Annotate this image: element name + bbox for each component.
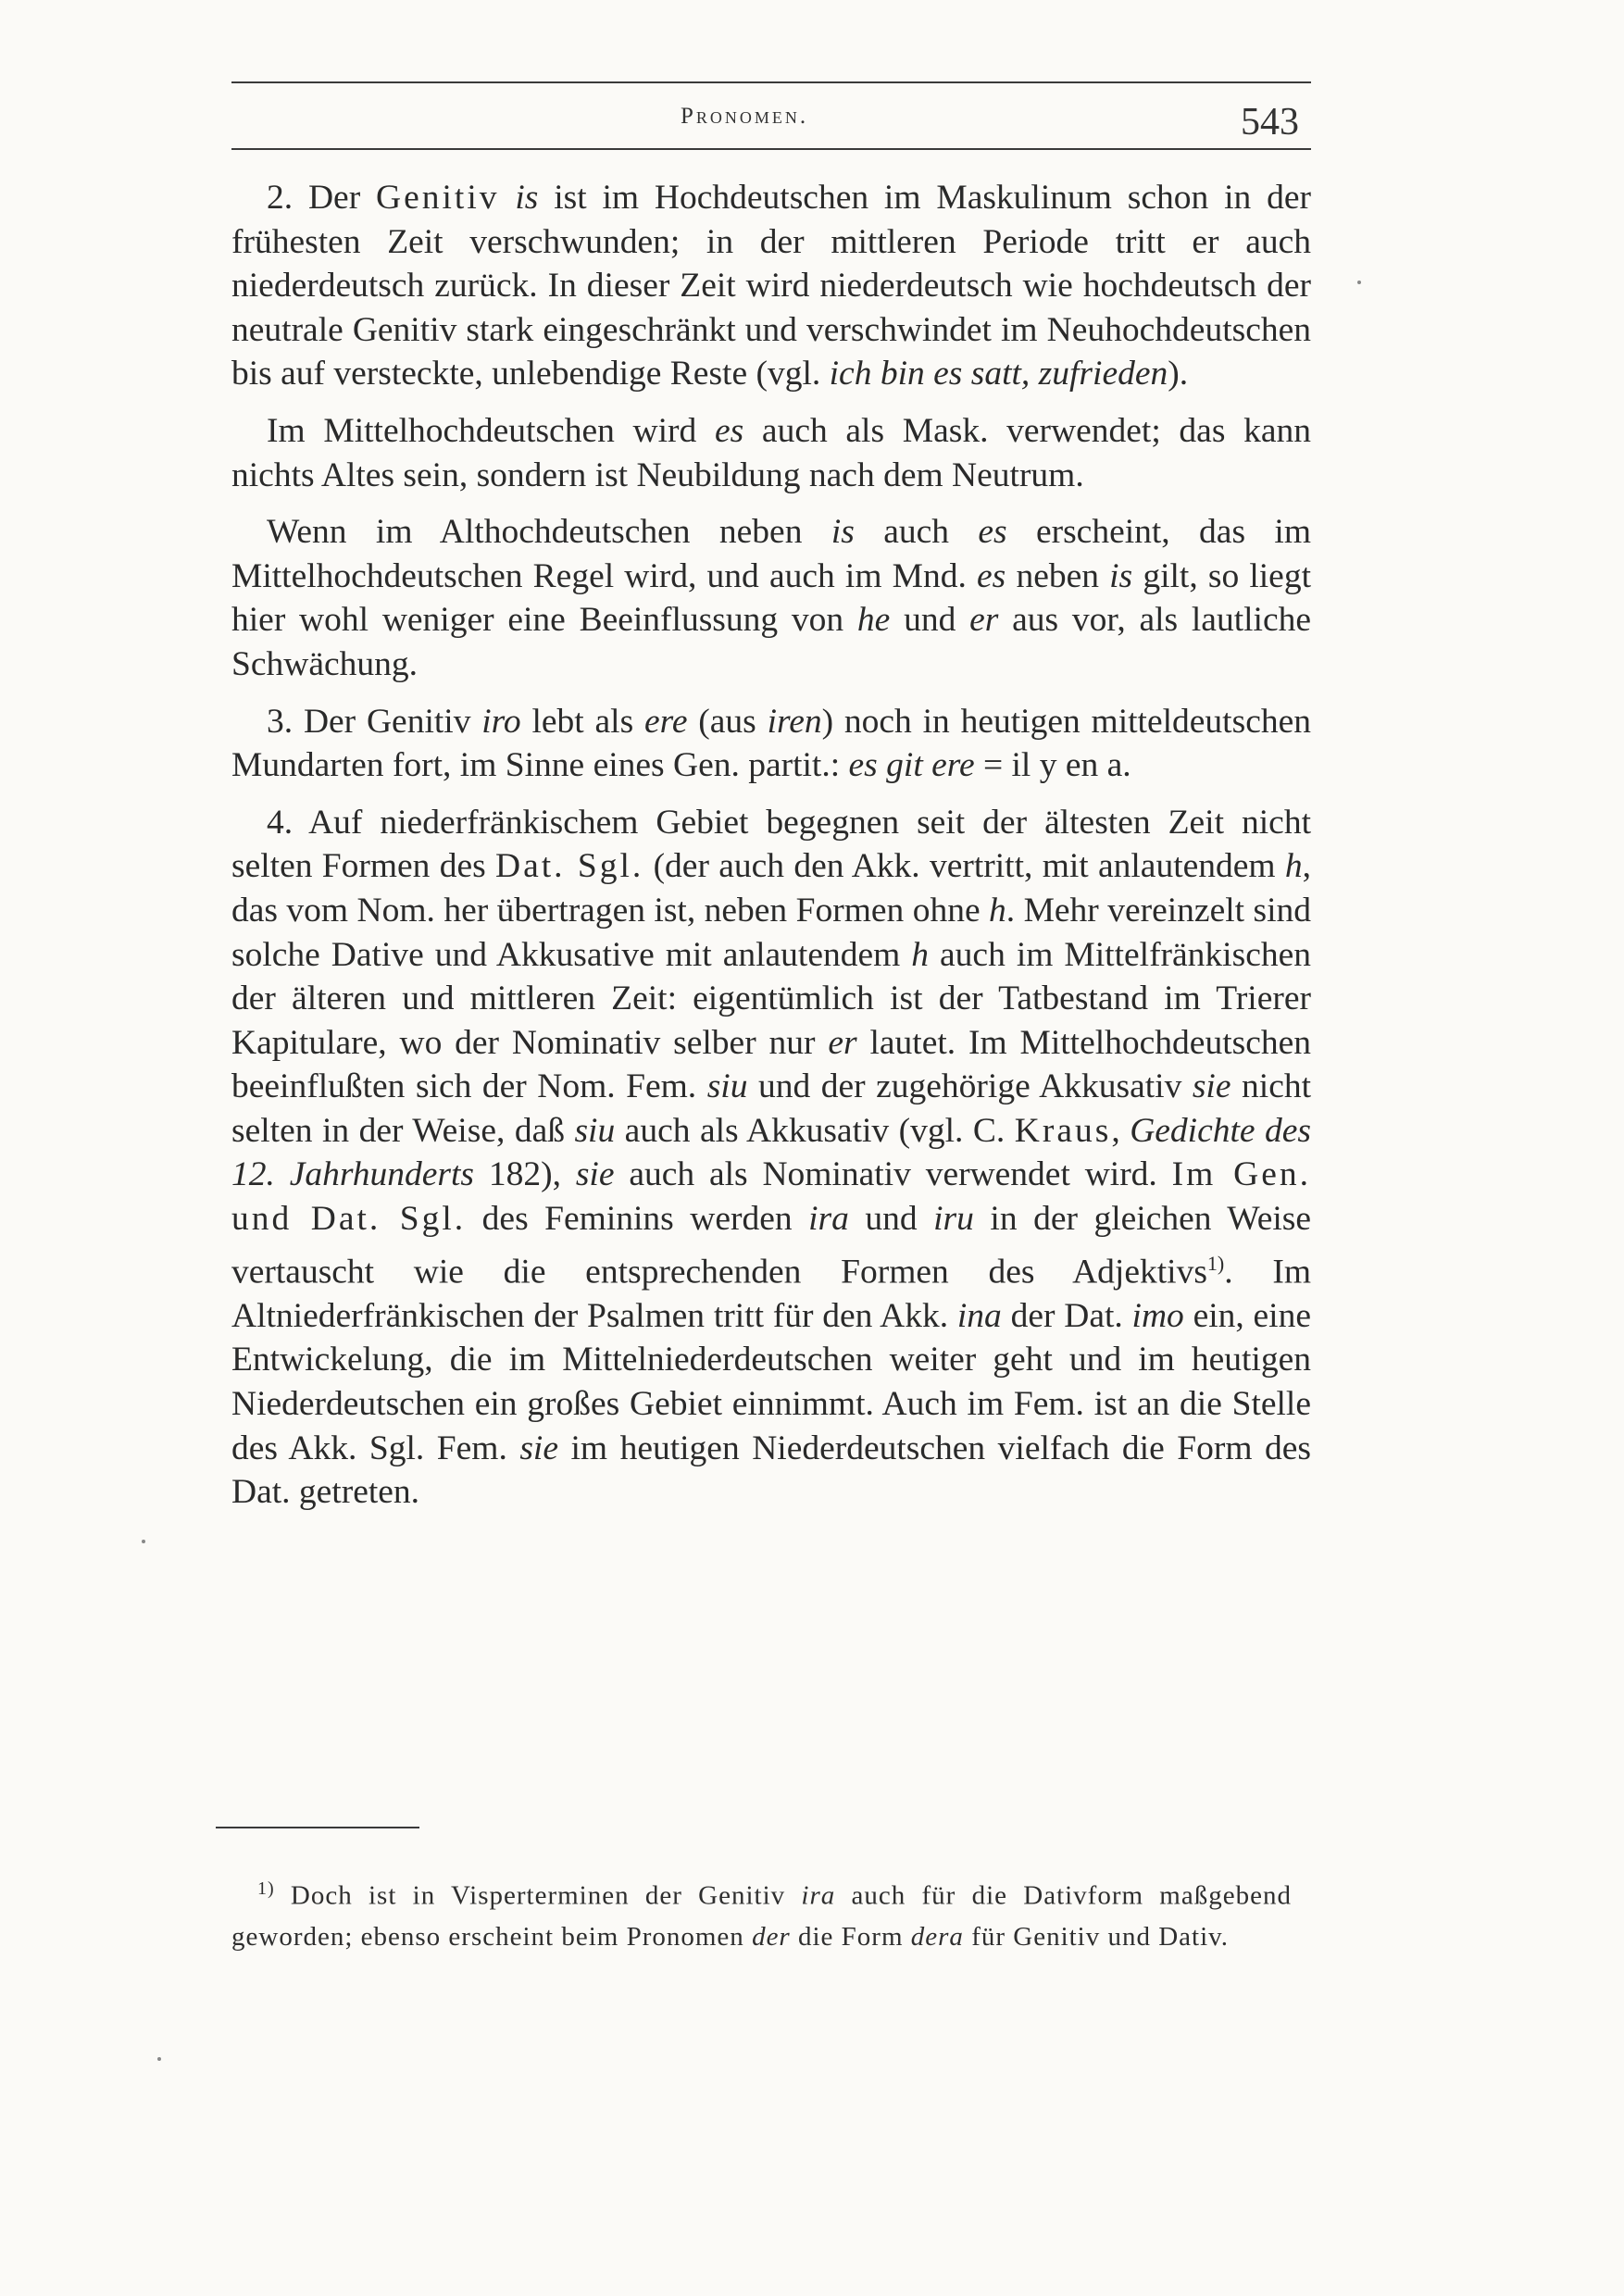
paragraph-genitiv-iro: 3. Der Genitiv iro lebt als ere (aus iren) noch in heutigen mitteldeutschen Mundarten fort, im Sinne eines Gen. partit.: es git ere = il y en a.	[231, 702, 1311, 785]
header-bottom-rule	[231, 148, 1311, 150]
footnote-reference: 1)	[1206, 1251, 1225, 1275]
footnote-separator	[216, 1827, 419, 1828]
paragraph-althochdeutsch: Wenn im Althochdeutschen neben is auch es erscheint, das im Mittelhochdeutschen Regel wird, und auch im Mnd. es neben is gilt, so liegt hier wohl weniger eine Beeinflussung von he und er aus vor, als lautliche Schwächung.	[231, 513, 1311, 683]
footnote	[231, 1868, 1292, 1957]
page-number: 543	[1241, 101, 1299, 144]
stray-mark	[157, 2057, 161, 2061]
paragraph-genitiv-is: 2. Der Genitiv is ist im Hochdeutschen im Maskulinum schon in der frühesten Zeit verschwunden; in der mittleren Periode tritt er auch niederdeutsch zurück. In dieser Zeit wird niederdeutsch wie hochdeutsch der neutrale Genitiv stark eingeschränkt und verschwindet im Neuhochdeutschen bis auf versteckte, unlebendige Reste (vgl. ich bin es satt, zufrieden).	[231, 179, 1312, 393]
main-text	[231, 176, 1311, 1528]
footnote-marker: 1)	[257, 1878, 275, 1899]
paragraph-mittelhochdeutsch-es: Im Mittelhochdeutschen wird es auch als Mask. verwendet; das kann nichts Altes sein, sondern ist Neubildung nach dem Neutrum.	[231, 411, 1312, 494]
footnote-text: $^{1)}$ Doch ist in Visperterminen der Genitiv ira auch für die Dativform maßgebend geworden; ebenso erscheint beim Pronomen der die Form dera für Genitiv und Dativ.	[231, 1878, 1292, 1952]
stray-mark	[142, 1540, 145, 1543]
paragraph-niederfraenkisch: 4. Auf niederfränkischem Gebiet begegnen seit der ältesten Zeit nicht selten Formen des Dat. Sgl. (der auch den Akk. vertritt, mit anlautendem h, das vom Nom. her übertragen ist, neben Formen ohne h. Mehr vereinzelt sind solche Dative und Akkusative mit anlautendem h auch im Mittelfränkischen der älteren und mittleren Zeit: eigentümlich ist der Tatbestand im Trierer Kapitulare, wo der Nominativ selber nur er lautet. Im Mittelhochdeutschen beeinflußten sich der Nom. Fem. siu und der zugehörige Akkusativ sie nicht selten in der Weise, daß siu auch als Akkusativ (vgl. C. Kraus, Gedichte des 12. Jahrhunderts 182), sie auch als Nominativ verwendet wird. Im Gen. und Dat. Sgl. des Feminins werden ira und iru in der gleichen Weise vertauscht wie die entsprechenden Formen des Adjektivs$^{1)}$. Im Altniederfränkischen der Psalmen tritt für den Akk. ina der Dat. imo ein, eine Entwickelung, die im Mittelniederdeutschen weiter geht und im heutigen Niederdeutschen ein großes Gebiet einnimmt. Auch im Fem. ist an die Stelle des Akk. Sgl. Fem. sie im heutigen Niederdeutschen vielfach die Form des Dat. getreten.	[231, 803, 1312, 1512]
stray-mark	[1357, 281, 1361, 284]
header-top-rule	[231, 81, 1311, 83]
running-head: Pronomen.	[681, 104, 809, 129]
